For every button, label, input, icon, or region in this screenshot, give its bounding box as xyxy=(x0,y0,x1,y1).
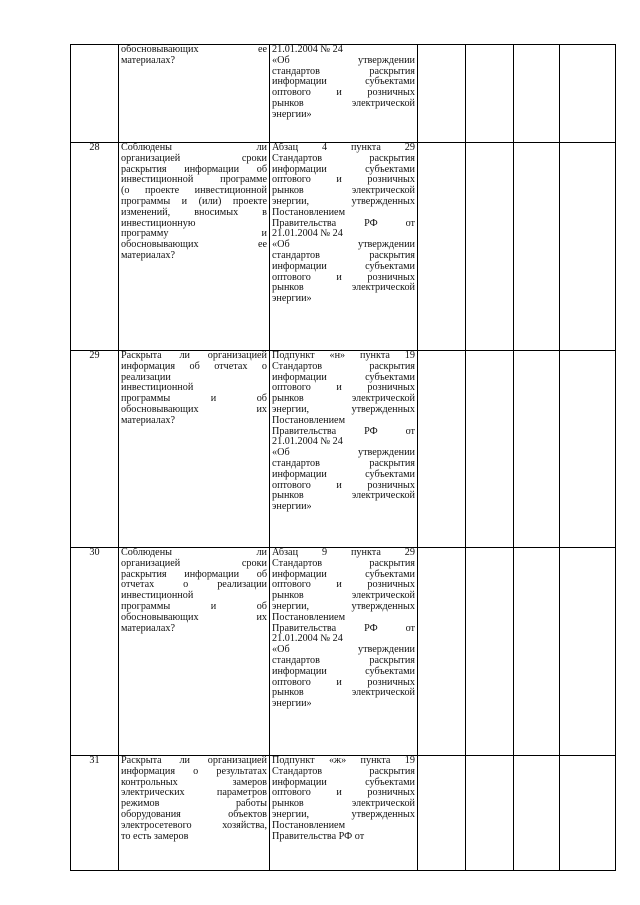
answer-na-cell xyxy=(514,143,560,351)
question-text-line: материалах? xyxy=(121,54,175,66)
reference-text-line: оптового и розничных xyxy=(272,787,415,799)
row-number: 30 xyxy=(71,548,119,756)
reference-text-line: рынков электрической xyxy=(272,590,415,602)
question-text-line: инвестиционной xyxy=(121,590,194,602)
question-text-line: инвестиционную xyxy=(121,217,196,229)
question-cell xyxy=(119,756,270,871)
answer-na-cell xyxy=(514,45,560,143)
question-text-line: электросетевого хозяйства, xyxy=(121,819,267,831)
reference-text-line: стандартов раскрытия xyxy=(272,249,415,261)
reference-text-line: рынков электрической xyxy=(272,687,415,699)
legal-reference-cell xyxy=(270,143,418,351)
legal-reference-cell xyxy=(270,756,418,871)
reference-text-line: рынков электрической xyxy=(272,490,415,502)
answer-na-cell xyxy=(514,548,560,756)
reference-text-line: «Об утверждении xyxy=(272,447,415,459)
table-row xyxy=(71,756,616,871)
notes-cell xyxy=(560,548,616,756)
table-row xyxy=(71,45,616,143)
reference-text-line: Постановлением xyxy=(272,819,346,831)
reference-text-line: оптового и розничных xyxy=(272,271,415,283)
question-text-line: реализации xyxy=(121,371,171,383)
row-number: 28 xyxy=(71,143,119,351)
answer-no-cell xyxy=(466,45,514,143)
reference-text-line: Стандартов раскрытия xyxy=(272,360,415,372)
question-text-line: Соблюдены ли xyxy=(121,142,267,153)
reference-text-line: оптового и розничных xyxy=(272,174,415,186)
question-text-line: организацией сроки xyxy=(121,152,267,164)
answer-yes-cell xyxy=(418,45,466,143)
reference-text-line: 21.01.2004 № 24 xyxy=(272,633,343,645)
reference-text-line: энергии» xyxy=(272,698,312,710)
reference-text-line: энергии, утвержденных xyxy=(272,195,415,207)
question-text-line: обосновывающих их xyxy=(121,611,267,623)
question-text-line: программы и (или) проекте xyxy=(121,195,267,207)
question-text-line: Соблюдены ли xyxy=(121,547,267,558)
table-row xyxy=(71,548,616,756)
reference-text-line: Абзац 4 пункта 29 xyxy=(272,142,415,153)
reference-text-line: Стандартов раскрытия xyxy=(272,557,415,569)
question-text-line: материалах? xyxy=(121,622,175,634)
question-text-line: инвестиционной программе xyxy=(121,174,267,186)
table-row xyxy=(71,351,616,548)
question-cell xyxy=(119,45,270,143)
question-text-line: оборудования объектов xyxy=(121,808,267,820)
row-number: 29 xyxy=(71,351,119,548)
reference-text-line: информации субъектами xyxy=(272,371,415,383)
reference-text-line: информации субъектами xyxy=(272,776,415,788)
answer-no-cell xyxy=(466,548,514,756)
reference-text-line: информации субъектами xyxy=(272,568,415,580)
reference-text-line: рынков электрической xyxy=(272,393,415,405)
reference-text-line: энергии» xyxy=(272,293,312,305)
reference-text-line: 21.01.2004 № 24 xyxy=(272,44,343,55)
reference-text-line: рынков электрической xyxy=(272,185,415,197)
reference-text-line: Подпункт «ж» пункта 19 xyxy=(272,755,415,766)
answer-no-cell xyxy=(466,351,514,548)
reference-text-line: энергии, утвержденных xyxy=(272,600,415,612)
question-text-line: режимов работы xyxy=(121,798,267,810)
question-text-line: программы и об xyxy=(121,393,267,405)
reference-text-line: «Об утверждении xyxy=(272,54,415,66)
question-text-line: раскрытия информации об xyxy=(121,163,267,175)
notes-cell xyxy=(560,351,616,548)
answer-na-cell xyxy=(514,756,560,871)
row-number xyxy=(71,45,119,143)
question-text-line: инвестиционной xyxy=(121,382,194,394)
notes-cell xyxy=(560,45,616,143)
reference-text-line: информации субъектами xyxy=(272,260,415,272)
question-cell xyxy=(119,351,270,548)
reference-text-line: оптового и розничных xyxy=(272,676,415,688)
answer-yes-cell xyxy=(418,351,466,548)
reference-text-line: Стандартов раскрытия xyxy=(272,152,415,164)
reference-text-line: Абзац 9 пункта 29 xyxy=(272,547,415,558)
reference-text-line: информации субъектами xyxy=(272,665,415,677)
question-text-line: обосновывающих ее xyxy=(121,239,267,251)
reference-text-line: рынков электрической xyxy=(272,798,415,810)
reference-text-line: 21.01.2004 № 24 xyxy=(272,228,343,240)
reference-text-line: Постановлением xyxy=(272,206,346,218)
question-text-line: контрольных замеров xyxy=(121,776,267,788)
question-text-line: информация об отчетах о xyxy=(121,360,267,372)
reference-text-line: информации субъектами xyxy=(272,163,415,175)
question-text-line: информация о результатах xyxy=(121,765,267,777)
notes-cell xyxy=(560,143,616,351)
question-text-line: программу и xyxy=(121,228,267,240)
reference-text-line: рынков электрической xyxy=(272,282,415,294)
legal-reference-cell xyxy=(270,351,418,548)
reference-text-line: рынков электрической xyxy=(272,97,415,109)
reference-text-line: Правительства РФ от xyxy=(272,425,415,437)
table-body xyxy=(71,45,616,871)
reference-text-line: информации субъектами xyxy=(272,76,415,88)
reference-text-line: Правительства РФ от xyxy=(272,622,415,634)
answer-na-cell xyxy=(514,351,560,548)
reference-text-line: оптового и розничных xyxy=(272,579,415,591)
question-text-line: материалах? xyxy=(121,414,175,426)
question-cell xyxy=(119,143,270,351)
reference-text-line: «Об утверждении xyxy=(272,239,415,251)
question-text-line: раскрытия информации об xyxy=(121,568,267,580)
notes-cell xyxy=(560,756,616,871)
reference-text-line: информации субъектами xyxy=(272,468,415,480)
answer-yes-cell xyxy=(418,548,466,756)
question-text-line: отчетах о реализации xyxy=(121,579,267,591)
answer-yes-cell xyxy=(418,143,466,351)
question-text-line: обосновывающих их xyxy=(121,403,267,415)
answer-yes-cell xyxy=(418,756,466,871)
question-text-line: изменений, вносимых в xyxy=(121,206,267,218)
question-text-line: обосновывающих ее xyxy=(121,44,267,55)
reference-text-line: стандартов раскрытия xyxy=(272,457,415,469)
reference-text-line: 21.01.2004 № 24 xyxy=(272,436,343,448)
question-text-line: организацией сроки xyxy=(121,557,267,569)
answer-no-cell xyxy=(466,756,514,871)
reference-text-line: Правительства РФ от xyxy=(272,830,365,842)
question-text-line: (о проекте инвестиционной xyxy=(121,185,267,197)
reference-text-line: оптового и розничных xyxy=(272,479,415,491)
question-text-line: электрических параметров xyxy=(121,787,267,799)
question-text-line: то есть замеров xyxy=(121,830,189,842)
reference-text-line: энергии, утвержденных xyxy=(272,808,415,820)
reference-text-line: энергии» xyxy=(272,108,312,120)
legal-reference-cell xyxy=(270,45,418,143)
reference-text-line: «Об утверждении xyxy=(272,644,415,656)
inspection-checklist-table xyxy=(70,44,616,871)
reference-text-line: энергии, утвержденных xyxy=(272,403,415,415)
reference-text-line: оптового и розничных xyxy=(272,87,415,99)
reference-text-line: Подпункт «н» пункта 19 xyxy=(272,350,415,361)
reference-text-line: Постановлением xyxy=(272,611,346,623)
answer-no-cell xyxy=(466,143,514,351)
reference-text-line: стандартов раскрытия xyxy=(272,654,415,666)
reference-text-line: стандартов раскрытия xyxy=(272,65,415,77)
reference-text-line: оптового и розничных xyxy=(272,382,415,394)
reference-text-line: Правительства РФ от xyxy=(272,217,415,229)
reference-text-line: Постановлением xyxy=(272,414,346,426)
reference-text-line: Стандартов раскрытия xyxy=(272,765,415,777)
table-row xyxy=(71,143,616,351)
question-text-line: программы и об xyxy=(121,600,267,612)
question-text-line: Раскрыта ли организацией xyxy=(121,350,267,361)
question-cell xyxy=(119,548,270,756)
row-number: 31 xyxy=(71,756,119,871)
question-text-line: Раскрыта ли организацией xyxy=(121,755,267,766)
legal-reference-cell xyxy=(270,548,418,756)
reference-text-line: энергии» xyxy=(272,501,312,513)
question-text-line: материалах? xyxy=(121,249,175,261)
